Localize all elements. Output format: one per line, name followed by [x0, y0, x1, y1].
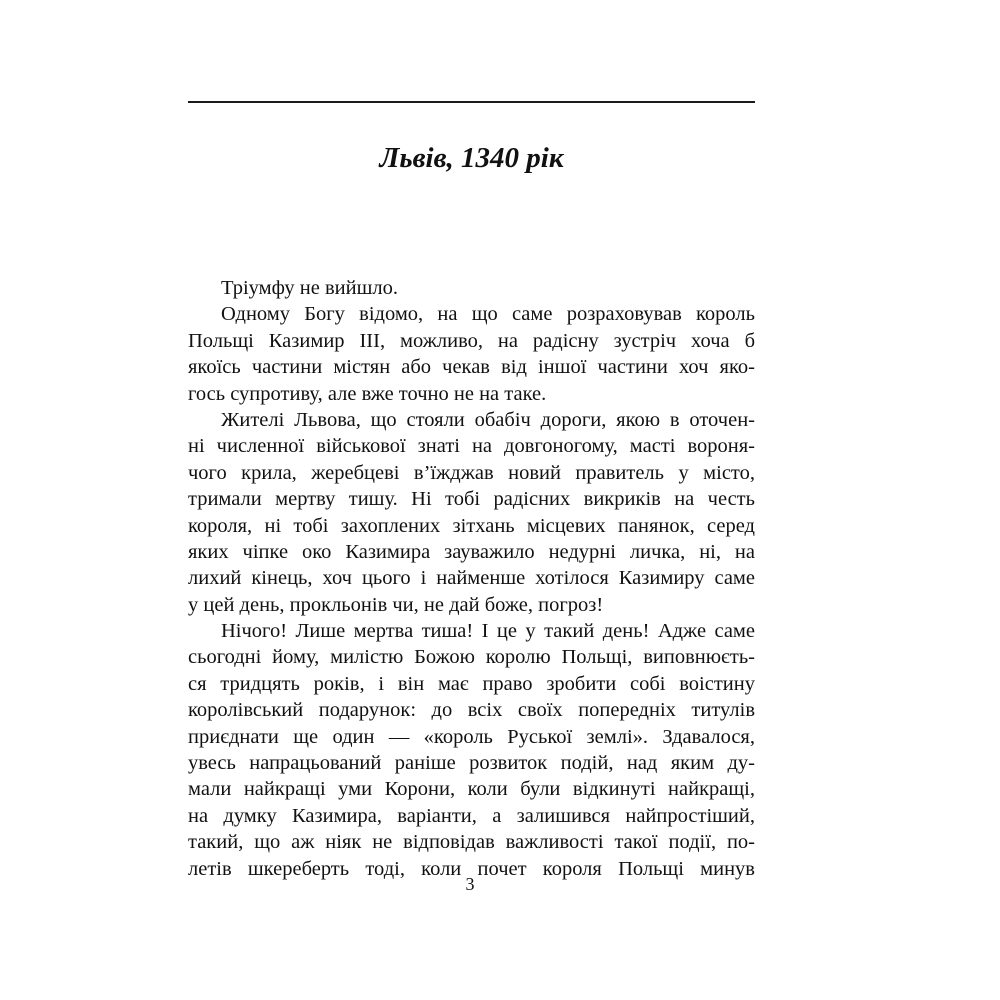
text-line: тримали мертву тишу. Ні тобі радісних викриків на честь	[188, 488, 755, 511]
text-line: мали найкращі уми Корони, коли були відкинуті найкращі,	[188, 778, 755, 801]
chapter-title: Львів, 1340 рік	[379, 142, 564, 174]
text-line: сьогодні йому, милістю Божою королю Польщі, виповнюєть-	[188, 646, 755, 669]
text-line: лихий кінець, хоч цього і найменше хотілося Казимиру саме	[188, 567, 755, 590]
text-line: на думку Казимира, варіанти, а залишився найпростіший,	[188, 804, 755, 827]
text-line: Польщі Казимир III, можливо, на радісну зустріч хоча б	[188, 329, 755, 352]
text-line: якоїсь частини містян або чекав від іншої частини хоч яко-	[188, 356, 755, 379]
page-number: 3	[465, 874, 475, 894]
text-line: ся тридцять років, і він має право зробити собі воістину	[188, 672, 755, 695]
text-line: летів шкереберть тоді, коли почет короля Польщі минув	[188, 857, 755, 880]
text-line: ні численної військової знаті на довгоногому, масті вороня-	[188, 435, 755, 458]
text-line: яких чіпке око Казимира зауважило недурні личка, ні, на	[188, 540, 755, 563]
text-line: Тріумфу не вийшло.	[221, 277, 398, 299]
text-line: гось супротиву, але вже точно не на таке.	[188, 382, 547, 405]
text-line: королівський подарунок: до всіх своїх попередніх титулів	[188, 699, 755, 722]
text-line: Нічого! Лише мертва тиша! І це у такий день! Адже саме	[221, 620, 755, 643]
text-line: приєднати ще один — «король Руської землі». Здавалося,	[188, 725, 755, 748]
text-line: Жителі Львова, що стояли обабіч дороги, якою в оточен-	[221, 408, 755, 431]
header-rule	[188, 101, 755, 103]
text-line: чого крила, жеребцеві в’їжджав новий правитель у місто,	[188, 461, 755, 484]
text-line: такий, що аж ніяк не відповідав важливості такої події, по-	[188, 831, 755, 854]
body-text	[188, 275, 755, 882]
text-line: короля, ні тобі захоплених зітхань місцевих панянок, серед	[188, 514, 755, 537]
text-line: Одному Богу відомо, на що саме розраховував король	[221, 303, 755, 326]
text-line: увесь напрацьований раніше розвиток подій, над яким ду-	[188, 752, 755, 775]
text-line: у цей день, прокльонів чи, не дай боже, погроз!	[188, 593, 604, 616]
